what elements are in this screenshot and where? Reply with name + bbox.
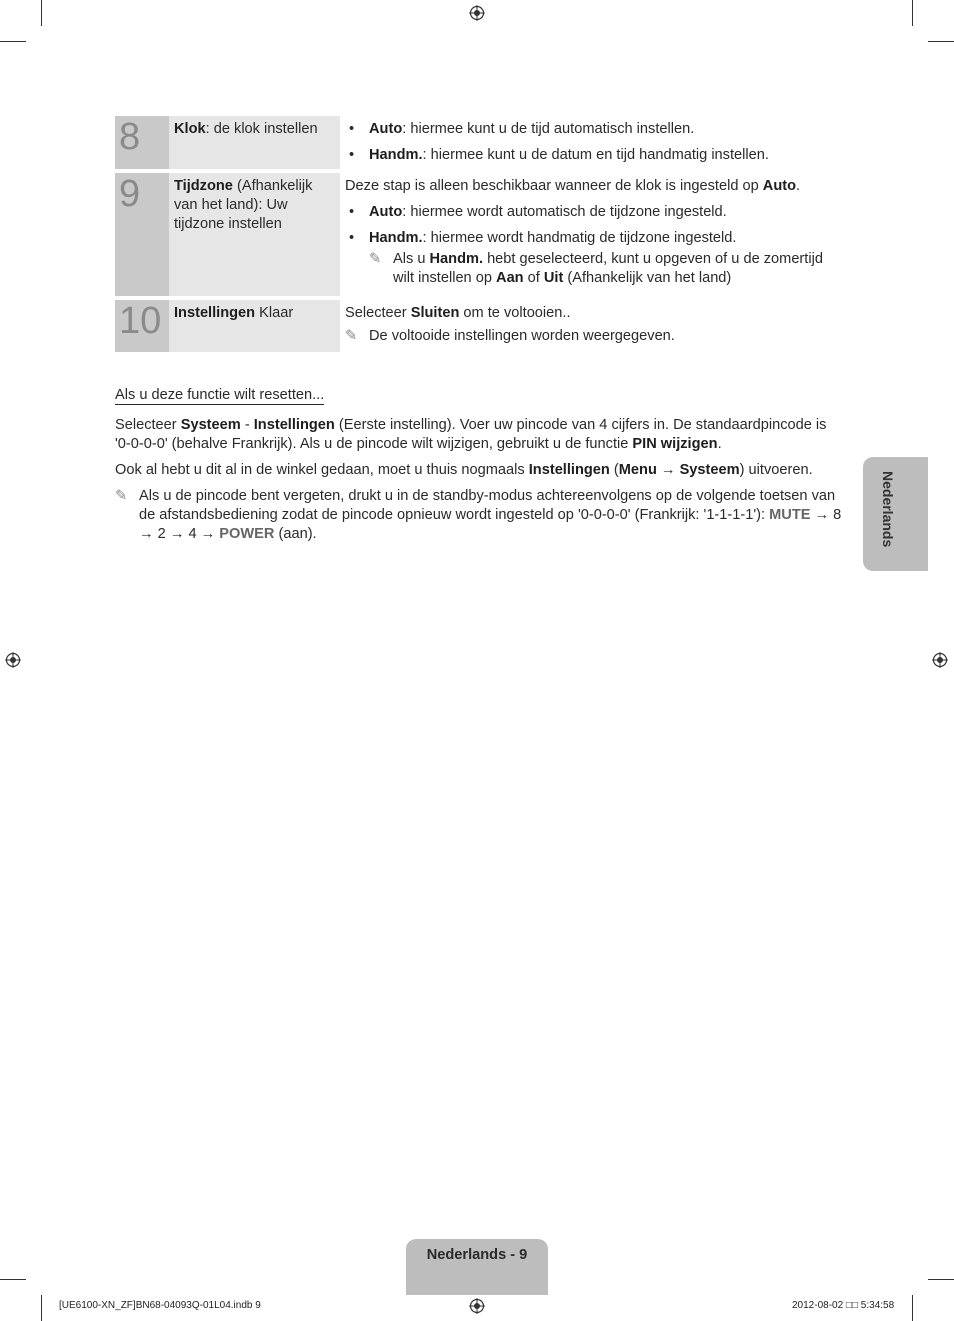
paragraph: Ook al hebt u dit al in de winkel gedaan, moet u thuis nogmaals Instellingen (Menu → Systeem) uitvoeren. bbox=[115, 462, 813, 478]
step-number: 8 bbox=[115, 116, 169, 169]
reset-section bbox=[115, 386, 845, 544]
crop-mark bbox=[0, 1279, 26, 1280]
registration-mark-icon bbox=[5, 652, 21, 668]
step-title: Instellingen Klaar bbox=[169, 300, 340, 352]
page-footer: Nederlands - 9 bbox=[406, 1239, 548, 1295]
registration-mark-icon bbox=[932, 652, 948, 668]
note: ✎ Als u Handm. hebt geselecteerd, kunt u opgeven of u de zomertijd wilt instellen op Aan of Uit (Afhankelijk van het land) bbox=[369, 251, 823, 286]
step-description bbox=[340, 300, 841, 352]
bullet-item: • Auto: hiermee wordt automatisch de tijdzone ingesteld. bbox=[349, 204, 727, 220]
crop-mark bbox=[0, 41, 26, 42]
crop-mark bbox=[912, 0, 913, 26]
paragraph: Selecteer Systeem - Instellingen (Eerste instelling). Voer uw pincode van 4 cijfers in. De standaardpincode is '0-0-0-0' (behalve Frankrijk). Als u de pincode wilt wijzigen, gebruikt u de functie PIN wijzigen. bbox=[115, 417, 827, 452]
step-intro: Deze stap is alleen beschikbaar wanneer de klok is ingesteld op Auto. bbox=[345, 178, 801, 194]
print-slug-left: [UE6100-XN_ZF]BN68-04093Q-01L04.indb 9 bbox=[59, 1300, 261, 1311]
step-intro: Selecteer Sluiten om te voltooien.. bbox=[345, 305, 571, 321]
registration-mark-icon bbox=[469, 1298, 485, 1314]
bullet-item: • Handm.: hiermee wordt handmatig de tijdzone ingesteld. bbox=[349, 230, 737, 246]
step-description bbox=[340, 116, 841, 169]
note: ✎ Als u de pincode bent vergeten, drukt u in de standby-modus achtereenvolgens op de volgende toetsen van de afstandsbediening zodat de pincode opnieuw wordt ingesteld op '0-0-0-0' (Frankrijk: '1-1-1-1'): MUTE → 8 → 2 → 4 → POWER (aan). bbox=[115, 488, 842, 542]
step-title: Tijdzone (Afhankelijk van het land): Uw tijdzone instellen bbox=[169, 173, 340, 296]
pencil-note-icon: ✎ bbox=[115, 488, 128, 504]
step-9 bbox=[115, 173, 841, 296]
bullet-item: • Auto: hiermee kunt u de tijd automatisch instellen. bbox=[349, 121, 695, 137]
pencil-note-icon: ✎ bbox=[345, 328, 358, 344]
crop-mark bbox=[41, 0, 42, 26]
step-title: Klok: de klok instellen bbox=[169, 116, 340, 169]
pencil-note-icon: ✎ bbox=[369, 251, 382, 267]
step-description bbox=[340, 173, 841, 296]
bullet-item: • Handm.: hiermee kunt u de datum en tijd handmatig instellen. bbox=[349, 147, 769, 163]
step-10 bbox=[115, 300, 841, 352]
registration-mark-icon bbox=[469, 5, 485, 21]
crop-mark bbox=[41, 1295, 42, 1321]
crop-mark bbox=[912, 1295, 913, 1321]
setup-steps-table bbox=[115, 116, 841, 356]
step-number: 10 bbox=[115, 300, 169, 352]
step-number: 9 bbox=[115, 173, 169, 296]
note: ✎ De voltooide instellingen worden weergegeven. bbox=[345, 328, 675, 344]
crop-mark bbox=[928, 1279, 954, 1280]
language-side-tab: Nederlands bbox=[863, 457, 928, 571]
print-slug-right: 2012-08-02 □□ 5:34:58 bbox=[792, 1300, 895, 1311]
section-heading: Als u deze functie wilt resetten... bbox=[115, 387, 325, 403]
step-8 bbox=[115, 116, 841, 169]
crop-mark bbox=[928, 41, 954, 42]
